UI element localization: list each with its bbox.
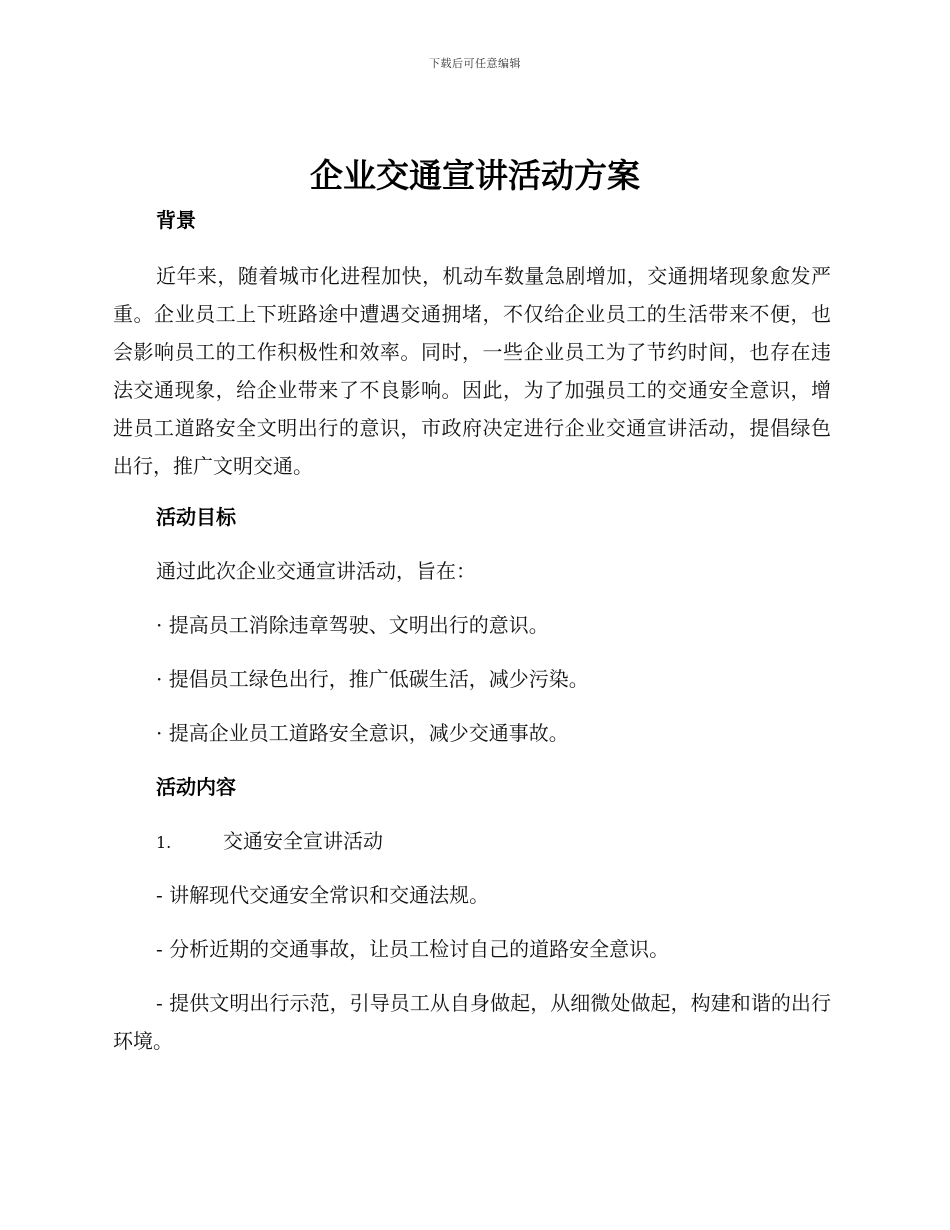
list-number: 1.	[156, 833, 172, 852]
document-body	[113, 200, 831, 1060]
content-bullet-3: - 提供文明出行示范，引导员工从自身做起，从细微处做起，构建和谐的出行环境。	[113, 991, 831, 1053]
goal-item-3: · 提高企业员工道路安全意识，减少交通事故。	[156, 721, 569, 745]
content-bullet-2: - 分析近期的交通事故，让员工检讨自己的道路安全意识。	[156, 937, 670, 961]
content-bullet-1: - 讲解现代交通安全常识和交通法规。	[156, 883, 490, 907]
goal-item-1: · 提高员工消除违章驾驶、文明出行的意识。	[156, 613, 549, 637]
goals-intro: 通过此次企业交通宣讲活动，旨在：	[156, 559, 476, 583]
document-title: 企业交通宣讲活动方案	[310, 156, 640, 195]
content-item-1-title: 交通安全宣讲活动	[223, 829, 383, 853]
heading-background: 背景	[156, 208, 196, 232]
goal-item-2: · 提倡员工绿色出行，推广低碳生活，减少污染。	[156, 667, 589, 691]
heading-content: 活动内容	[156, 775, 236, 799]
content-item-1	[113, 824, 831, 858]
heading-goals: 活动目标	[156, 505, 236, 529]
header-note: 下载后可任意编辑	[429, 57, 521, 70]
background-paragraph: 近年来，随着城市化进程加快，机动车数量急剧增加，交通拥堵现象愈发严重。企业员工上下班路途中遭遇交通拥堵，不仅给企业员工的生活带来不便，也会影响员工的工作积极性和效率。同时，一些企业员工为了节约时间，也存在违法交通现象，给企业带来了不良影响。因此，为了加强员工的交通安全意识，增进员工道路安全文明出行的意识，市政府决定进行企业交通宣讲活动，提倡绿色出行，推广文明交通。	[113, 264, 831, 478]
